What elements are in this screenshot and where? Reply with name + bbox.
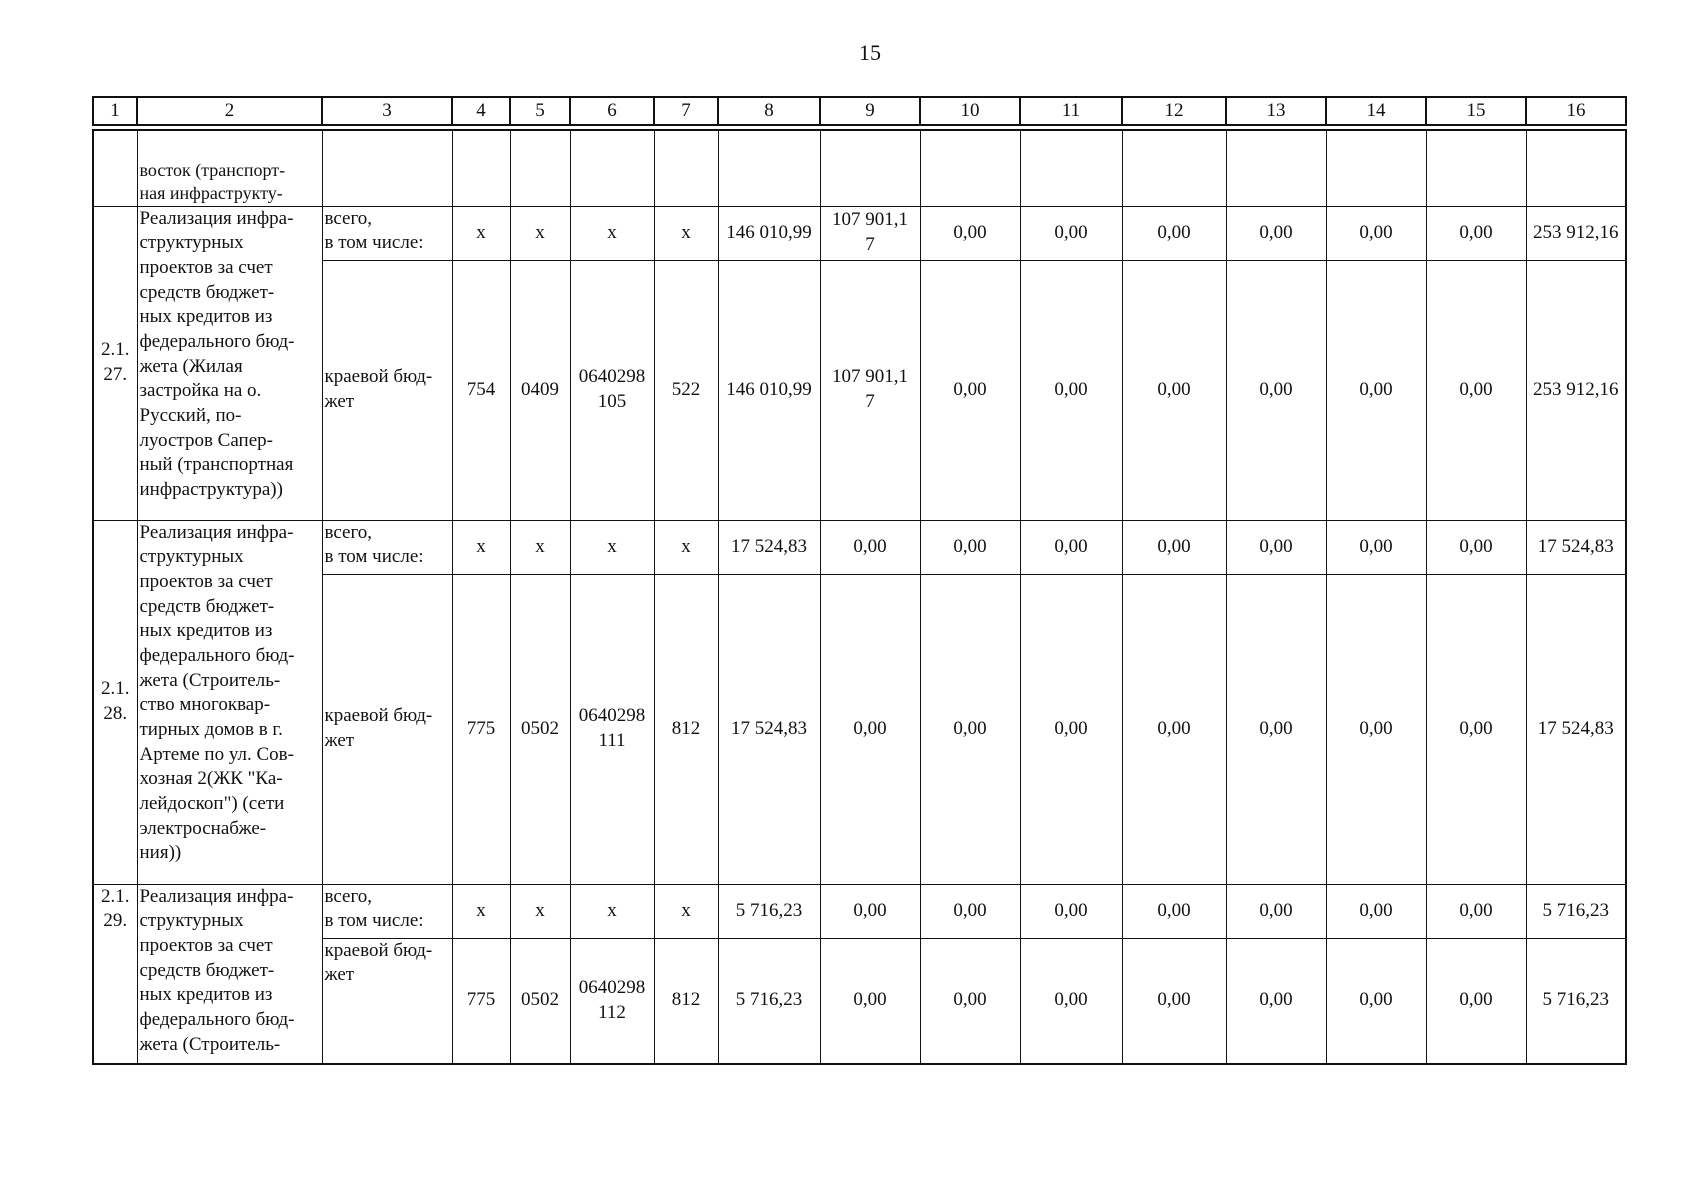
cell: 107 901,1 7	[820, 260, 920, 520]
cell: 146 010,99	[718, 260, 820, 520]
cell: 0,00	[1226, 938, 1326, 1064]
cell: 0,00	[1326, 520, 1426, 574]
cell: 0,00	[1226, 206, 1326, 260]
column-header-16: 16	[1526, 97, 1626, 125]
column-header-3: 3	[322, 97, 452, 125]
cell: 0,00	[1426, 260, 1526, 520]
column-header-1: 1	[93, 97, 137, 125]
cell: x	[570, 520, 654, 574]
cell: x	[452, 206, 510, 260]
cell: 0,00	[1226, 884, 1326, 938]
cell: 522	[654, 260, 718, 520]
cell: 775	[452, 574, 510, 884]
cell: 5 716,23	[718, 938, 820, 1064]
cell: 0,00	[1326, 206, 1426, 260]
cell: x	[570, 206, 654, 260]
item-name: Реализация инфра- структурных проектов за счет средств бюджет- ных кредитов из федерального бюд- жета (Строитель-	[137, 884, 322, 1064]
cell: 17 524,83	[718, 520, 820, 574]
cell: 0,00	[1122, 938, 1226, 1064]
cell: 812	[654, 938, 718, 1064]
row-label: всего, в том числе:	[322, 206, 452, 260]
table-row	[93, 574, 1626, 884]
row-label: краевой бюд- жет	[322, 938, 452, 1064]
item-name: Реализация инфра- структурных проектов за счет средств бюджет- ных кредитов из федерального бюд- жета (Жилая застройка на о. Русский, по- луостров Сапер- ный (транспортная инфраструктура))	[137, 206, 322, 520]
cell: x	[654, 884, 718, 938]
row-label: всего, в том числе:	[322, 520, 452, 574]
cell: 0640298 111	[570, 574, 654, 884]
column-header-6: 6	[570, 97, 654, 125]
cell: x	[570, 884, 654, 938]
cell: 0,00	[820, 884, 920, 938]
item-name: Реализация инфра- структурных проектов за счет средств бюджет- ных кредитов из федерального бюд- жета (Строитель- ство многоквар- тирных домов в г. Артеме по ул. Сов- хозная 2(ЖК "Ка- лейдоскоп") (сети электроснабже- ния))	[137, 520, 322, 884]
cell: 0,00	[1020, 206, 1122, 260]
cell: 0,00	[1326, 938, 1426, 1064]
cell: 0,00	[1326, 574, 1426, 884]
cell: 0,00	[1426, 574, 1526, 884]
cell: x	[510, 206, 570, 260]
table-row	[93, 206, 1626, 260]
cell: 0,00	[1326, 884, 1426, 938]
column-header-4: 4	[452, 97, 510, 125]
cell: x	[654, 206, 718, 260]
column-header-14: 14	[1326, 97, 1426, 125]
cell: 253 912,16	[1526, 260, 1626, 520]
column-header-11: 11	[1020, 97, 1122, 125]
page-number: 15	[859, 40, 881, 65]
cell: 0,00	[920, 206, 1020, 260]
item-number: 2.1. 29.	[93, 884, 137, 1064]
cell: 0,00	[1020, 574, 1122, 884]
cell: 0,00	[1020, 260, 1122, 520]
cell: 0,00	[1122, 884, 1226, 938]
table-row	[93, 520, 1626, 574]
column-header-9: 9	[820, 97, 920, 125]
cell: 17 524,83	[1526, 520, 1626, 574]
cell: 0,00	[1020, 520, 1122, 574]
cell: 0,00	[920, 574, 1020, 884]
cell: 0,00	[920, 260, 1020, 520]
column-header-8: 8	[718, 97, 820, 125]
column-header-2: 2	[137, 97, 322, 125]
cell: 0,00	[820, 938, 920, 1064]
cell: 17 524,83	[1526, 574, 1626, 884]
column-header-12: 12	[1122, 97, 1226, 125]
cell: 0,00	[1122, 206, 1226, 260]
cell: 0640298 105	[570, 260, 654, 520]
cell: 0,00	[1426, 884, 1526, 938]
table-row	[93, 938, 1626, 1064]
cell: 0,00	[920, 884, 1020, 938]
cell: 0,00	[920, 938, 1020, 1064]
cell: 754	[452, 260, 510, 520]
column-header-7: 7	[654, 97, 718, 125]
cell: 0,00	[1122, 260, 1226, 520]
cell: 146 010,99	[718, 206, 820, 260]
cell: 0,00	[1226, 574, 1326, 884]
cell: x	[510, 520, 570, 574]
item-number: 2.1. 27.	[93, 206, 137, 520]
cell: x	[452, 520, 510, 574]
cell: 107 901,1 7	[820, 206, 920, 260]
continuation-row	[93, 130, 1626, 206]
cell: 0,00	[1020, 938, 1122, 1064]
cell: 0409	[510, 260, 570, 520]
column-header-5: 5	[510, 97, 570, 125]
cell: 775	[452, 938, 510, 1064]
cell: 0,00	[1426, 938, 1526, 1064]
cell: 5 716,23	[1526, 884, 1626, 938]
column-number-header	[92, 96, 1627, 126]
table-row	[93, 884, 1626, 938]
cell: x	[452, 884, 510, 938]
item-number: 2.1. 28.	[93, 520, 137, 884]
cell: 0,00	[1122, 520, 1226, 574]
cell: 0,00	[1226, 520, 1326, 574]
continuation-name: восток (транспорт- ная инфраструкту-	[137, 130, 322, 206]
cell: 0,00	[1426, 206, 1526, 260]
cell: x	[654, 520, 718, 574]
cell: 0640298 112	[570, 938, 654, 1064]
cell: 253 912,16	[1526, 206, 1626, 260]
cell: 0,00	[820, 520, 920, 574]
column-header-15: 15	[1426, 97, 1526, 125]
row-label: краевой бюд- жет	[322, 574, 452, 884]
cell: 5 716,23	[718, 884, 820, 938]
cell-id	[93, 130, 137, 206]
budget-table	[92, 129, 1627, 1065]
cell: 0,00	[1122, 574, 1226, 884]
cell: 0502	[510, 938, 570, 1064]
cell: 0,00	[1020, 884, 1122, 938]
column-header-10: 10	[920, 97, 1020, 125]
cell: 812	[654, 574, 718, 884]
cell: 0502	[510, 574, 570, 884]
row-label: краевой бюд- жет	[322, 260, 452, 520]
cell: 0,00	[1226, 260, 1326, 520]
cell: 0,00	[920, 520, 1020, 574]
row-label: всего, в том числе:	[322, 884, 452, 938]
cell: 17 524,83	[718, 574, 820, 884]
cell: 0,00	[820, 574, 920, 884]
cell: 5 716,23	[1526, 938, 1626, 1064]
cell: x	[510, 884, 570, 938]
table-row	[93, 260, 1626, 520]
cell: 0,00	[1426, 520, 1526, 574]
cell: 0,00	[1326, 260, 1426, 520]
column-header-13: 13	[1226, 97, 1326, 125]
